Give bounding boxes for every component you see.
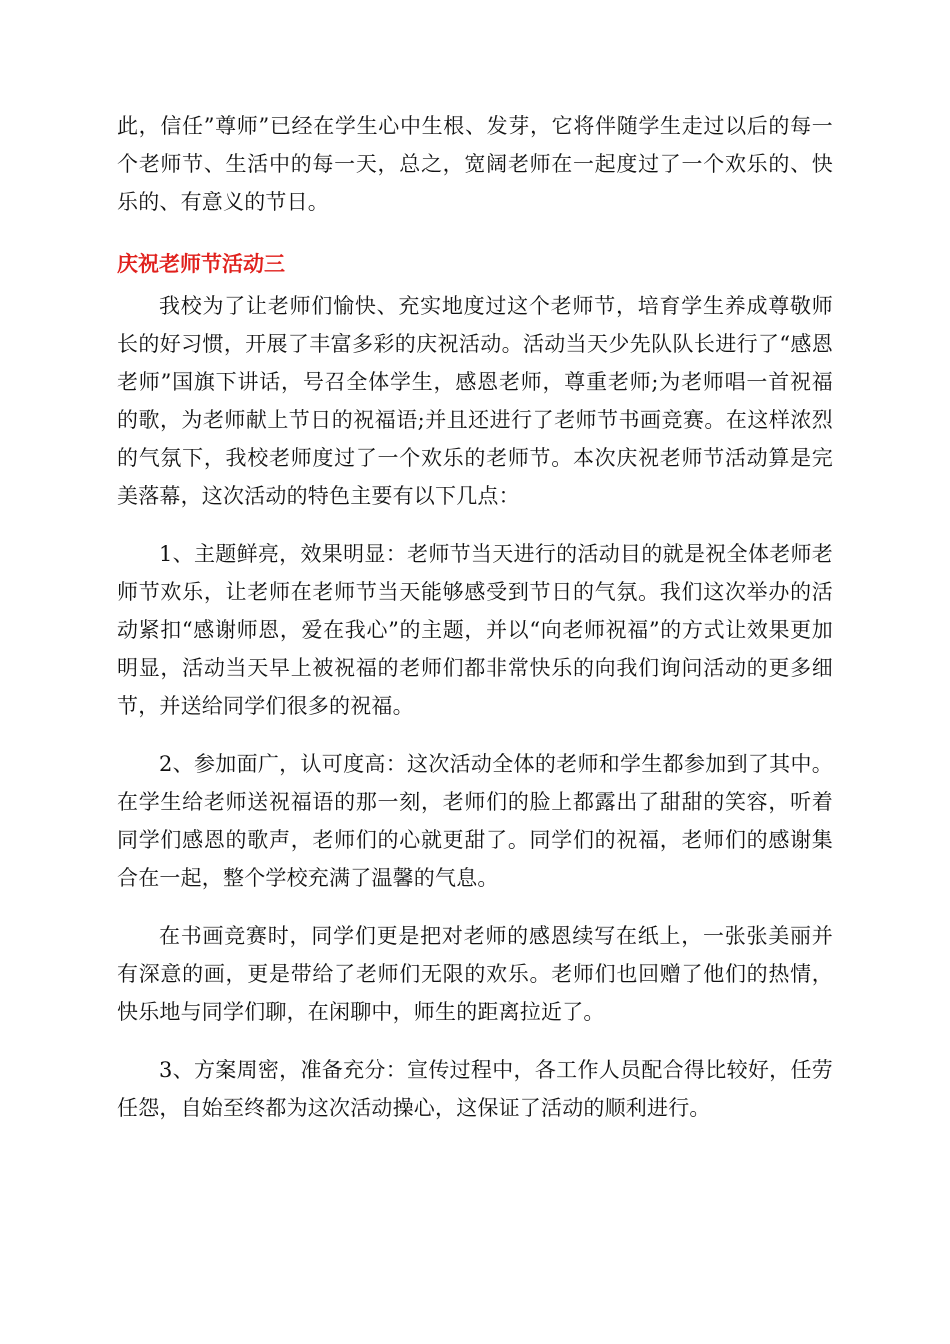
document-body <box>117 107 833 1127</box>
paragraph-continuation: 此，信任”尊师”已经在学生心中生根、发芽，它将伴随学生走过以后的每一个老师节、生活中的每一天，总之，宽阔老师在一起度过了一个欢乐的、快乐的、有意义的节日。 <box>117 114 833 214</box>
paragraph-point-3: 3、方案周密，准备充分：宣传过程中，各工作人员配合得比较好，任劳任怨，自始至终都为这次活动操心，这保证了活动的顺利进行。 <box>117 1058 833 1120</box>
paragraph-point-1: 1、主题鲜亮，效果明显：老师节当天进行的活动目的就是祝全体老师老师节欢乐，让老师在老师节当天能够感受到节日的气氛。我们这次举办的活动紧扣“感谢师恩，爱在我心”的主题，并以“向老师祝福”的方式让效果更加明显，活动当天早上被祝福的老师们都非常快乐的向我们询问活动的更多细节，并送给同学们很多的祝福。 <box>117 542 833 718</box>
paragraph-point-2: 2、参加面广，认可度高：这次活动全体的老师和学生都参加到了其中。在学生给老师送祝福语的那一刻，老师们的脸上都露出了甜甜的笑容，听着同学们感恩的歌声，老师们的心就更甜了。同学们的祝福，老师们的感谢集合在一起，整个学校充满了温馨的气息。 <box>117 752 833 890</box>
section-heading: 庆祝老师节活动三 <box>117 252 285 276</box>
paragraph-calligraphy: 在书画竞赛时，同学们更是把对老师的感恩续写在纸上，一张张美丽并有深意的画，更是带给了老师们无限的欢乐。老师们也回赠了他们的热情，快乐地与同学们聊，在闲聊中，师生的距离拉近了。 <box>117 924 833 1024</box>
paragraph-intro: 我校为了让老师们愉快、充实地度过这个老师节，培育学生养成尊敬师长的好习惯，开展了丰富多彩的庆祝活动。活动当天少先队队长进行了“感恩老师”国旗下讲话，号召全体学生，感恩老师，尊重老师;为老师唱一首祝福的歌，为老师献上节日的祝福语;并且还进行了老师节书画竞赛。在这样浓烈的气氛下，我校老师度过了一个欢乐的老师节。本次庆祝老师节活动算是完美落幕，这次活动的特色主要有以下几点： <box>117 294 833 508</box>
